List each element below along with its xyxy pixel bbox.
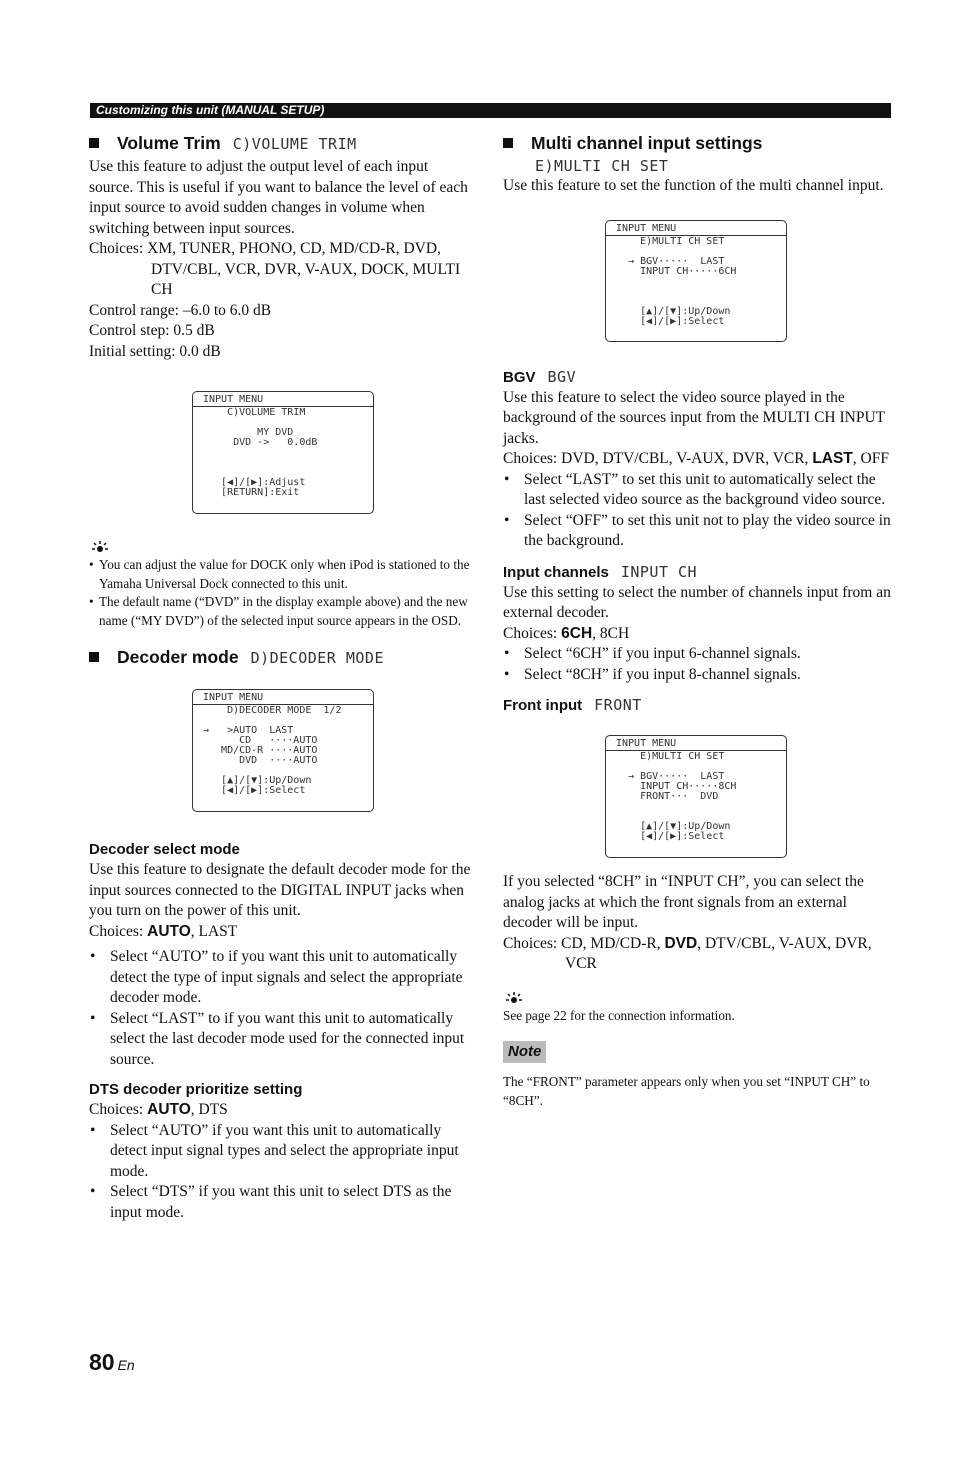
choices-rest: , DTS bbox=[190, 1101, 228, 1118]
tip-block-2 bbox=[503, 991, 891, 1026]
decoder-mode-title: Decoder mode bbox=[117, 647, 239, 667]
page-lang: En bbox=[117, 1357, 135, 1373]
volume-trim-range: Control range: –6.0 to 6.0 dB bbox=[89, 301, 272, 319]
choices-label: Choices: bbox=[89, 922, 144, 940]
osd-body bbox=[616, 752, 736, 842]
choices-label: Choices: bbox=[503, 934, 558, 952]
volume-trim-title: Volume Trim bbox=[117, 133, 221, 153]
square-bullet-icon bbox=[89, 138, 99, 148]
choices-pre: CD, MD/CD-R, bbox=[561, 934, 661, 952]
input-ch-desc: Use this setting to select the number of channels input from an external decoder. bbox=[503, 583, 891, 621]
volume-trim-step: Control step: 0.5 dB bbox=[89, 322, 215, 339]
input-ch-title: Input channels bbox=[503, 563, 609, 581]
decoder-mode-heading bbox=[89, 644, 475, 671]
osd-line: [▲]/[▼]:Up/Down bbox=[616, 305, 731, 317]
decoder-select-heading: Decoder select mode bbox=[89, 841, 240, 858]
volume-trim-desc: Use this feature to adjust the output level of each input source. This is useful if you want to balance the level of each input source to avoid sudden changes in volume when switching between input sources. bbox=[89, 158, 468, 237]
osd-line bbox=[616, 297, 736, 307]
osd-front-input bbox=[605, 735, 787, 858]
osd-volume-trim bbox=[192, 391, 374, 514]
osd-line: [◀]/[▶]:Select bbox=[203, 785, 306, 796]
volume-trim-heading bbox=[89, 130, 475, 157]
osd-line bbox=[616, 277, 736, 287]
multi-ch-lcd: E)MULTI CH SET bbox=[535, 157, 669, 175]
osd-body bbox=[616, 237, 736, 327]
osd-line: DVD -> 0.0dB bbox=[203, 437, 318, 448]
choices-post: , DTV/CBL, V-AUX, DVR, VCR bbox=[565, 934, 872, 972]
osd-menu-label: INPUT MENU bbox=[616, 738, 677, 749]
dts-heading: DTS decoder prioritize setting bbox=[89, 1081, 303, 1098]
volume-trim-choices bbox=[89, 239, 475, 301]
bgv-lcd: BGV bbox=[547, 367, 577, 386]
decoder-select-desc: Use this feature to designate the default decoder mode for the input sources connected to the DIGITAL INPUT jacks when you turn on the power of this unit. bbox=[89, 861, 471, 919]
square-bullet-icon bbox=[503, 138, 513, 148]
osd-body bbox=[203, 706, 341, 796]
left-column bbox=[89, 130, 475, 1223]
osd-multi-ch bbox=[605, 220, 787, 342]
tip-lightbulb-icon bbox=[503, 991, 525, 1007]
choices-label: Choices: bbox=[89, 240, 144, 257]
osd-line: → BGV····· LAST bbox=[616, 771, 725, 782]
choice-default: LAST bbox=[812, 450, 853, 467]
right-column bbox=[503, 130, 891, 1110]
volume-trim-initial: Initial setting: 0.0 dB bbox=[89, 342, 221, 360]
osd-line: → >AUTO LAST bbox=[203, 725, 294, 736]
list-item: • Select “DTS” if you want this unit to select DTS as the input mode. bbox=[89, 1182, 475, 1223]
choices-pre: DVD, DTV/CBL, V-AUX, DVR, VCR, bbox=[561, 450, 809, 467]
tip-list bbox=[89, 556, 475, 630]
tip-text: See page 22 for the connection information. bbox=[503, 1007, 735, 1023]
tip-lightbulb-icon bbox=[89, 540, 111, 556]
osd-line: INPUT CH·····8CH bbox=[616, 781, 737, 792]
osd-line bbox=[616, 247, 736, 257]
tip-item: • You can adjust the value for DOCK only when iPod is stationed to the Yamaha Universal Dock connected to this unit. bbox=[89, 556, 475, 593]
choices-label: Choices: bbox=[503, 450, 558, 467]
tip-block-1 bbox=[89, 540, 475, 630]
bgv-title: BGV bbox=[503, 368, 536, 386]
osd-line: FRONT··· DVD bbox=[616, 791, 719, 802]
osd-line bbox=[616, 802, 736, 812]
front-title: Front input bbox=[503, 697, 583, 714]
note-label: Note bbox=[503, 1041, 546, 1063]
section-header-bar bbox=[90, 103, 891, 118]
volume-trim-lcd: C)VOLUME TRIM bbox=[232, 135, 357, 153]
osd-decoder-mode bbox=[192, 689, 374, 812]
decoder-select-bullets bbox=[89, 947, 475, 1070]
osd-line: CD ····AUTO bbox=[203, 735, 318, 746]
multi-ch-title: Multi channel input settings bbox=[531, 133, 763, 153]
bgv-heading bbox=[503, 367, 891, 388]
osd-line: [RETURN]:Exit bbox=[203, 487, 300, 498]
osd-line: E)MULTI CH SET bbox=[616, 751, 725, 762]
tip-item: • The default name (“DVD” in the display example above) and the new name (“MY DVD”) of the selected input source appears in the OSD. bbox=[89, 593, 475, 630]
list-item: • Select “6CH” if you input 6-channel signals. bbox=[503, 644, 891, 665]
list-item: • Select “LAST” to set this unit to automatically select the last selected video source as the background video source. bbox=[503, 470, 891, 511]
osd-line: [◀]/[▶]:Adjust bbox=[203, 477, 306, 488]
input-ch-bullets bbox=[503, 644, 891, 685]
osd-line bbox=[203, 448, 317, 458]
choice-default: AUTO bbox=[147, 1101, 191, 1118]
list-item: • Select “LAST” to if you want this unit to automatically select the last decoder mode used for the connected input source. bbox=[89, 1009, 475, 1071]
list-item: • Select “AUTO” to if you want this unit to automatically detect the type of input signals and select the appropriate decoder mode. bbox=[89, 947, 475, 1009]
note-block bbox=[503, 1041, 891, 1110]
choice-default: DVD bbox=[664, 934, 698, 952]
choices-label: Choices: bbox=[503, 624, 558, 642]
page-footer bbox=[89, 1349, 135, 1377]
input-ch-lcd: INPUT CH bbox=[620, 562, 698, 581]
choice-default: AUTO bbox=[147, 922, 191, 940]
osd-body bbox=[203, 408, 317, 498]
front-choices bbox=[503, 934, 891, 975]
decoder-select-choices bbox=[89, 922, 475, 943]
osd-line: MY DVD bbox=[203, 427, 294, 438]
multi-ch-heading bbox=[503, 130, 891, 176]
page-number: 80 bbox=[89, 1349, 115, 1375]
list-item: • Select “AUTO” if you want this unit to automatically detect input signal types and select the appropriate input mode. bbox=[89, 1121, 475, 1183]
multi-ch-desc: Use this feature to set the function of the multi channel input. bbox=[503, 177, 884, 194]
choices-rest: , LAST bbox=[190, 922, 238, 940]
front-desc: If you selected “8CH” in “INPUT CH”, you can select the analog jacks at which the front signals from an external decoder will be input. bbox=[503, 873, 864, 931]
note-text: The “FRONT” parameter appears only when you set “INPUT CH” to “8CH”. bbox=[503, 1074, 870, 1108]
choices-rest: , 8CH bbox=[592, 624, 630, 642]
choices-values: XM, TUNER, PHONO, CD, MD/CD-R, DVD, DTV/CBL, VCR, DVR, V-AUX, DOCK, MULTI CH bbox=[147, 240, 461, 298]
input-ch-heading bbox=[503, 562, 891, 583]
osd-line: INPUT CH·····6CH bbox=[616, 265, 737, 277]
square-bullet-icon bbox=[89, 652, 99, 662]
choices-label: Choices: bbox=[89, 1101, 144, 1118]
osd-line: [▲]/[▼]:Up/Down bbox=[616, 821, 731, 832]
osd-line: D)DECODER MODE 1/2 bbox=[203, 705, 342, 716]
osd-line: [▲]/[▼]:Up/Down bbox=[203, 775, 312, 786]
choice-default: 6CH bbox=[561, 624, 593, 642]
osd-line: [◀]/[▶]:Select bbox=[616, 315, 725, 327]
input-ch-choices bbox=[503, 624, 891, 645]
osd-line: DVD ····AUTO bbox=[203, 755, 318, 766]
osd-line: → BGV····· LAST bbox=[616, 255, 725, 267]
front-lcd: FRONT bbox=[594, 696, 642, 714]
osd-menu-label: INPUT MENU bbox=[203, 692, 264, 703]
decoder-mode-lcd: D)DECODER MODE bbox=[250, 649, 384, 667]
osd-line bbox=[616, 287, 736, 297]
osd-line: E)MULTI CH SET bbox=[616, 235, 725, 247]
bgv-choices bbox=[503, 449, 891, 470]
osd-line: [◀]/[▶]:Select bbox=[616, 831, 725, 842]
list-item: • Select “8CH” if you input 8-channel signals. bbox=[503, 665, 891, 686]
list-item: • Select “OFF” to set this unit not to play the video source in the background. bbox=[503, 511, 891, 552]
dts-bullets bbox=[89, 1121, 475, 1224]
bgv-bullets bbox=[503, 470, 891, 552]
bgv-desc: Use this feature to select the video source played in the background of the sources input from the MULTI CH INPUT jacks. bbox=[503, 388, 885, 447]
osd-line: C)VOLUME TRIM bbox=[203, 407, 306, 418]
osd-menu-label: INPUT MENU bbox=[203, 394, 264, 405]
choices-post: , OFF bbox=[852, 450, 889, 467]
section-header-text: Customizing this unit (MANUAL SETUP) bbox=[96, 103, 325, 117]
dts-choices bbox=[89, 1100, 475, 1121]
osd-menu-label: INPUT MENU bbox=[616, 222, 677, 234]
front-heading bbox=[503, 695, 891, 716]
osd-line: MD/CD-R ····AUTO bbox=[203, 745, 318, 756]
osd-line bbox=[203, 458, 317, 468]
